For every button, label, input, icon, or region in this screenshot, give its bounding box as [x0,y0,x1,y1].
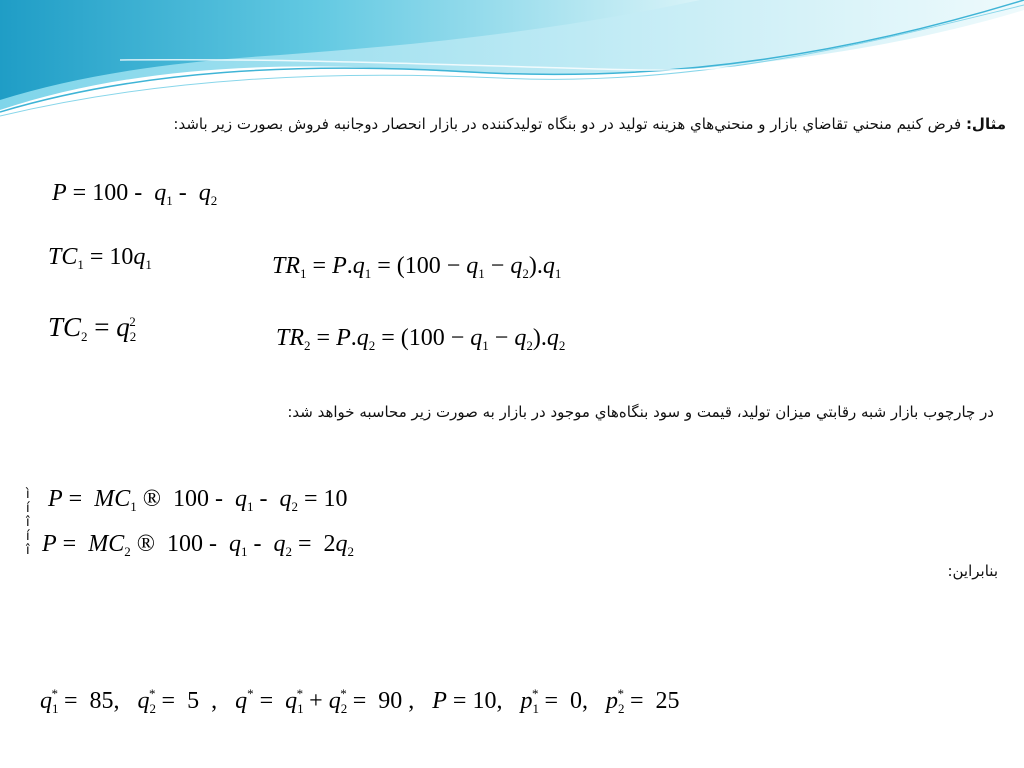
tr1-equation: $TR_1 = P.q_1 = (100 - q_1 - q_2).q_1$ [272,253,562,281]
tc1-equation: $TC_1 = 10q_1$ [48,244,152,272]
result-equation: $q_1^* = 85$, $q_2^* = 5$ , $q^* = q_1^* + q_2^* = 90$ , P = 10, $p_1^* = 0$, $p_2^* = 25$ [40,686,680,716]
example-label: مثال: [965,115,1006,133]
demand-equation: $P = 100 - q_1 - q_2$ [52,180,218,208]
system-line-2: $P = MC_2$ ® $100 - q_1 - q_2 = 2q_2$ [42,531,354,559]
system-line-1: $P = MC_1$ ® $100 - q_1 - q_2 = 10$ [48,486,348,514]
tr2-equation: $TR_2 = P.q_2 = (100 - q_1 - q_2).q_2$ [276,325,566,353]
tc2-equation: $TC_2 = q_2^2$ [48,312,137,344]
system-brace: ì í î í î [26,487,30,558]
therefore-text: بنابراين: [947,562,998,580]
framework-paragraph: در چارچوب بازار شبه رقابتي ميزان توليد، قيمت و سود بنگاه‌هاي موجود در بازار به صورت زير محاسبه خواهد شد: [287,403,994,421]
intro-text: فرض كنيم منحني تقاضاي بازار و منحني‌هاي هزينه توليد در دو بنگاه توليدكننده در بازار انحصار دوجانبه فروش بصورت زير باشد: [173,115,962,133]
header-wave-decoration [0,0,1024,120]
intro-paragraph [86,110,1006,138]
